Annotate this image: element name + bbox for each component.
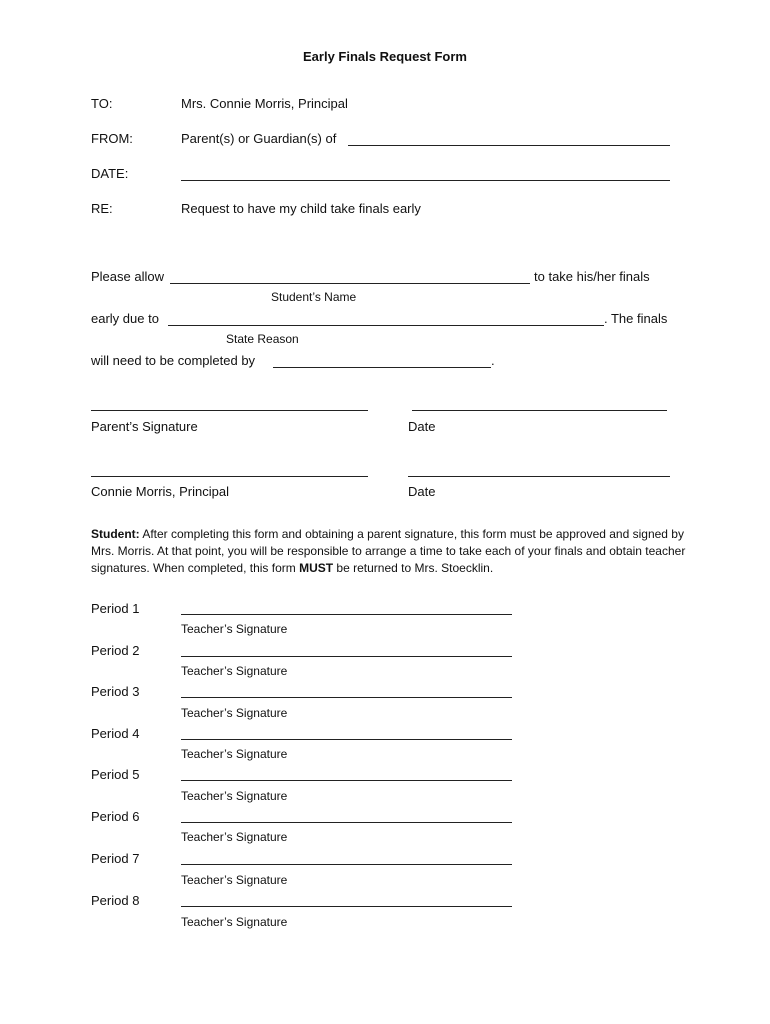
- teacher-signature-caption: Teacher’s Signature: [181, 873, 288, 887]
- period-label: Period 4: [91, 726, 140, 741]
- the-finals-text: . The finals: [604, 311, 668, 326]
- early-due-to-text: early due to: [91, 311, 159, 326]
- header-date-line[interactable]: [181, 180, 670, 181]
- take-finals-text: to take his/her finals: [534, 269, 650, 284]
- teacher-signature-line[interactable]: [181, 906, 512, 907]
- re-label: RE:: [91, 201, 113, 216]
- instructions-emphasis: MUST: [299, 561, 334, 575]
- form-title: Early Finals Request Form: [303, 49, 467, 64]
- teacher-signature-caption: Teacher’s Signature: [181, 915, 288, 929]
- teacher-signature-caption: Teacher’s Signature: [181, 664, 288, 678]
- teacher-signature-line[interactable]: [181, 614, 512, 615]
- student-name-caption: Student’s Name: [271, 290, 357, 304]
- period-label: Period 3: [91, 684, 140, 699]
- to-label: TO:: [91, 96, 113, 111]
- period-label: Period 1: [91, 601, 140, 616]
- teacher-signature-line[interactable]: [181, 822, 512, 823]
- period-label: Period 8: [91, 893, 140, 908]
- teacher-signature-caption: Teacher’s Signature: [181, 789, 288, 803]
- instructions-text-1: After completing this form and obtaining a parent signature, this form must be approved and signed by Mrs. Morris. At that point, you will be responsible to arrange a time to take each of your finals and obtain teacher signatures. When completed, this form: [91, 527, 686, 575]
- parent-signature-label: Parent’s Signature: [91, 419, 198, 434]
- completed-by-text: will need to be completed by: [91, 353, 256, 368]
- principal-date-label: Date: [408, 484, 436, 499]
- guardian-of-line[interactable]: [348, 145, 670, 146]
- from-label: FROM:: [91, 131, 133, 146]
- completed-by-period: .: [491, 353, 495, 368]
- principal-date-line[interactable]: [408, 476, 670, 477]
- reason-line[interactable]: [168, 325, 604, 326]
- from-value: Parent(s) or Guardian(s) of: [181, 131, 337, 146]
- teacher-signature-line[interactable]: [181, 697, 512, 698]
- student-instructions: [91, 526, 691, 577]
- state-reason-caption: State Reason: [226, 332, 299, 346]
- teacher-signature-caption: Teacher’s Signature: [181, 830, 288, 844]
- principal-label: Connie Morris, Principal: [91, 484, 229, 499]
- instructions-text-2: be returned to Mrs. Stoecklin.: [333, 561, 494, 575]
- period-label: Period 5: [91, 767, 140, 782]
- re-value: Request to have my child take finals early: [181, 201, 421, 216]
- teacher-signature-caption: Teacher’s Signature: [181, 622, 288, 636]
- student-name-line[interactable]: [170, 283, 530, 284]
- completed-by-line[interactable]: [273, 367, 491, 368]
- parent-date-line[interactable]: [412, 410, 667, 411]
- teacher-signature-line[interactable]: [181, 656, 512, 657]
- parent-signature-line[interactable]: [91, 410, 368, 411]
- teacher-signature-caption: Teacher’s Signature: [181, 706, 288, 720]
- parent-date-label: Date: [408, 419, 436, 434]
- instructions-label: Student:: [91, 527, 140, 541]
- teacher-signature-line[interactable]: [181, 864, 512, 865]
- please-allow-text: Please allow: [91, 269, 164, 284]
- date-label: DATE:: [91, 166, 129, 181]
- teacher-signature-line[interactable]: [181, 780, 512, 781]
- period-label: Period 6: [91, 809, 140, 824]
- period-label: Period 2: [91, 643, 140, 658]
- teacher-signature-line[interactable]: [181, 739, 512, 740]
- teacher-signature-caption: Teacher’s Signature: [181, 747, 288, 761]
- period-label: Period 7: [91, 851, 140, 866]
- to-value: Mrs. Connie Morris, Principal: [181, 96, 348, 111]
- principal-signature-line[interactable]: [91, 476, 368, 477]
